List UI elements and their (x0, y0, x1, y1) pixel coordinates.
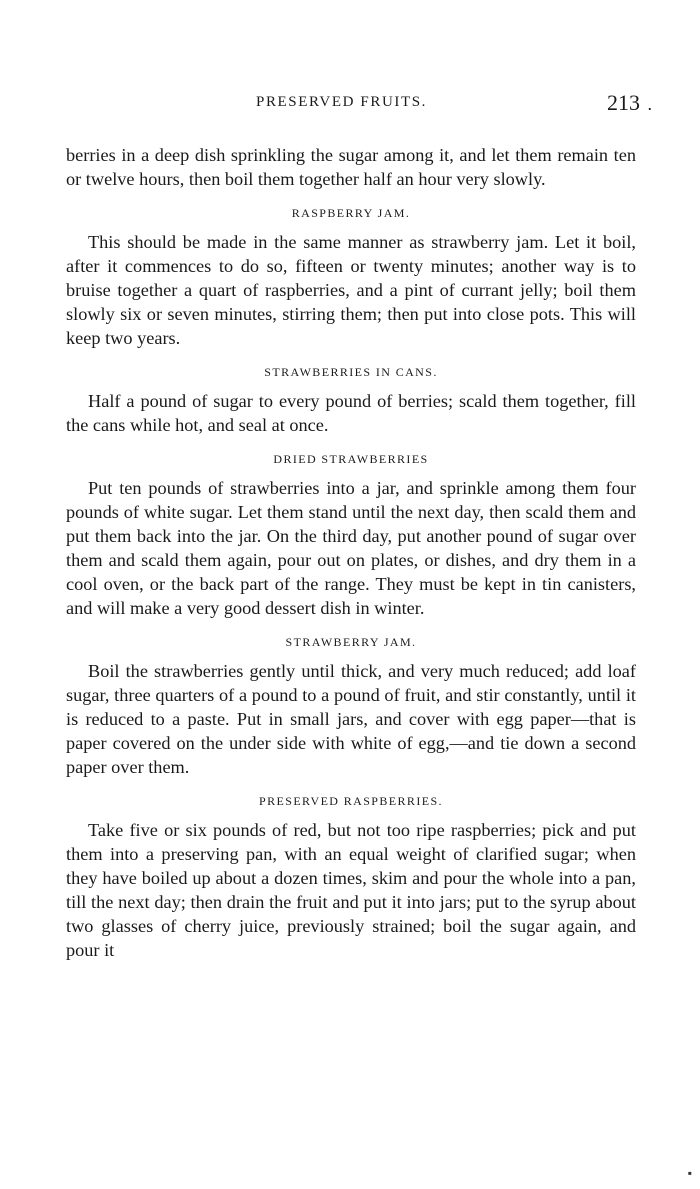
recipe-heading-strawberries-in-cans: STRAWBERRIES IN CANS. (264, 365, 438, 379)
recipe-heading-raspberry-jam: RASPBERRY JAM. (291, 206, 411, 220)
recipe-text-strawberries-in-cans: Half a pound of sugar to every pound of berries; scald them together, fill the cans while hot, and seal at once. (66, 391, 636, 435)
ink-speck: ▪ (687, 1166, 692, 1180)
recipe-heading-preserved-raspberries: PRESERVED RASPBERRIES. (259, 794, 443, 808)
recipe-text-strawberry-jam: Boil the strawberries gently until thick, and very much reduced; add loaf sugar, three quarters of a pound to a pound of fruit, and stir constantly, until it is reduced to a paste. Put in small jars, and cover with egg paper—that is paper covered on the under side with white of egg,—and tie down a second paper over them. (66, 661, 636, 777)
body-text (66, 143, 636, 962)
recipe-heading-strawberry-jam: STRAWBERRY JAM. (285, 635, 417, 649)
running-head (66, 92, 650, 122)
running-title: PRESERVED FRUITS. (256, 94, 428, 110)
recipe-text-dried-strawberries: Put ten pounds of strawberries into a jar, and sprinkle among them four pounds of white sugar. Let them stand until the next day, then scald them and put them back into the jar. On the third day, put another pound of sugar over them and scald them again, pour out on plates, or dishes, and dry them in a cool oven, or the back part of the range. They must be kept in tin canisters, and will make a very good dessert dish in winter. (66, 478, 636, 618)
page-number-mark: . (647, 94, 652, 114)
recipe-text-raspberry-jam: This should be made in the same manner as strawberry jam. Let it boil, after it commences to do so, fifteen or twenty minutes; another way is to bruise together a quart of raspberries, and a pint of currant jelly; boil them slowly six or seven minutes, stirring them; then put into close pots. This will keep two years. (66, 232, 636, 348)
page-number: 213 (607, 90, 640, 115)
recipe-heading-dried-strawberries: DRIED STRAWBERRIES (273, 452, 429, 466)
continuation-paragraph: berries in a deep dish sprinkling the sugar among it, and let them remain ten or twelve hours, then boil them together half an hour very slowly. (66, 145, 636, 189)
recipe-text-preserved-raspberries: Take five or six pounds of red, but not too ripe raspberries; pick and put them into a preserving pan, with an equal weight of clarified sugar; when they have boiled up about a dozen times, skim and pour the whole into a pan, till the next day; then drain the fruit and put it into jars; put to the syrup about two glasses of cherry juice, previously strained; boil the sugar again, and pour it (66, 820, 636, 960)
